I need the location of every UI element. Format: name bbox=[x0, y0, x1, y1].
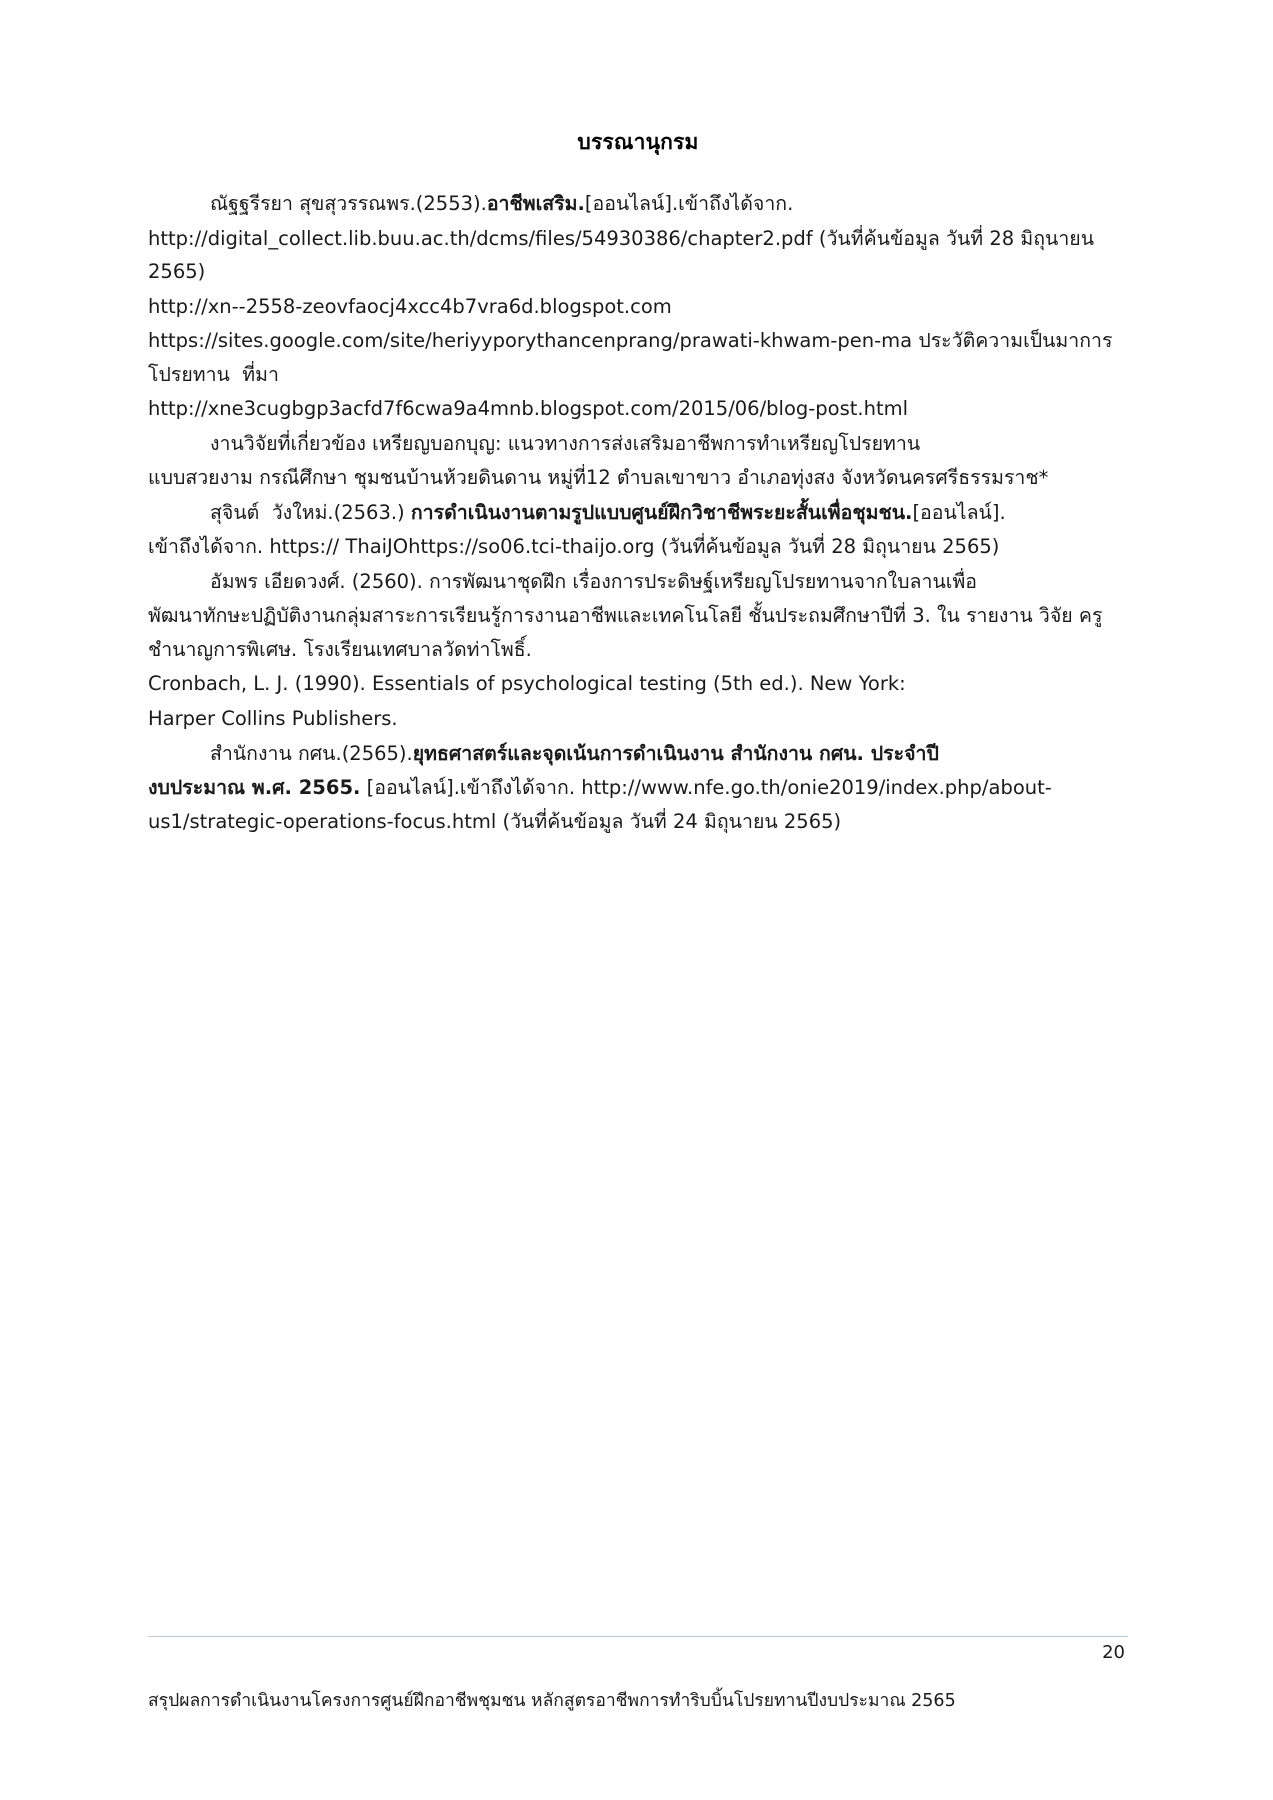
entry-text: สำนักงาน กศน.(2565). bbox=[210, 741, 413, 765]
entry-text: [ออนไลน์].เข้าถึงได้จาก. http://www.nfe.go.th/onie2019/index.php/about-us1/strategic-operations-focus.html (วันที่ค้นข้อมูล วันที่ 24 มิถุนายน 2565) bbox=[148, 776, 1052, 833]
entry-title-text: การดำเนินงานตามรูปแบบศูนย์ฝึกวิชาชีพระยะสั้นเพื่อชุมชน. bbox=[410, 500, 913, 524]
bibliography-entry bbox=[148, 461, 1128, 495]
bibliography-entry bbox=[148, 222, 1128, 289]
bibliography-entry bbox=[148, 599, 1128, 666]
bibliography-entry bbox=[148, 290, 1128, 324]
entry-text: http://xn--2558-zeovfaocj4xcc4b7vra6d.blogspot.com bbox=[148, 294, 672, 318]
entry-text: https://sites.google.com/site/heriyyporythancenprang/prawati-khwam-pen-ma ประวัติความเป็นมาการโปรยทาน ที่มา bbox=[148, 329, 1113, 386]
footer-divider bbox=[148, 1636, 1128, 1637]
bibliography-entry bbox=[148, 702, 1128, 736]
entry-text: http://digital_collect.lib.buu.ac.th/dcms/files/54930386/chapter2.pdf (วันที่ค้นข้อมูล วันที่ 28 มิถุนายน 2565) bbox=[148, 226, 1101, 284]
entry-text: ณัฐฐรีรยา สุขสุวรรณพร.(2553). bbox=[210, 192, 487, 215]
bibliography-entry bbox=[148, 392, 1128, 426]
bibliography-entry bbox=[148, 565, 1128, 599]
bibliography-entry bbox=[148, 187, 1128, 221]
page-number: 20 bbox=[1102, 1642, 1125, 1663]
entry-text: Harper Collins Publishers. bbox=[148, 706, 398, 730]
bibliography-entry bbox=[148, 496, 1128, 530]
footer-text: สรุปผลการดำเนินงานโครงการศูนย์ฝึกอาชีพชุมชน หลักสูตรอาชีพการทำริบบิ้นโปรยทานปีงบประมาณ 2565 bbox=[148, 1691, 956, 1711]
entry-text: [ออนไลน์]. bbox=[912, 500, 1006, 524]
entry-title-text: ยุทธศาสตร์และจุดเน้นการดำเนินงาน สำนักงาน กศน. ประจำปี bbox=[412, 741, 939, 765]
entry-text: งานวิจัยที่เกี่ยวข้อง เหรียญบอกบุญ: แนวทางการส่งเสริมอาชีพการทำเหรียญโปรยทาน bbox=[210, 431, 921, 455]
bibliography-list bbox=[148, 187, 1128, 838]
bibliography-entry bbox=[148, 324, 1128, 391]
entry-text: Cronbach, L. J. (1990). Essentials of psychological testing (5th ed.). New York: bbox=[148, 672, 906, 696]
entry-text: แบบสวยงาม กรณีศึกษา ชุมชนบ้านห้วยดินดาน หมู่ที่12 ตำบลเขาขาว อำเภอทุ่งสง จังหวัดนครศรีธรรมราช* bbox=[148, 466, 1049, 490]
entry-title-text: อาชีพเสริม. bbox=[486, 192, 585, 215]
bibliography-entry bbox=[148, 427, 1128, 461]
entry-text: เข้าถึงได้จาก. https:// ThaiJOhttps://so06.tci-thaijo.org (วันที่ค้นข้อมูล วันที่ 28 มิถุนายน 2565) bbox=[148, 535, 1000, 559]
page-title: บรรณานุกรม bbox=[577, 130, 699, 154]
entry-title-text: งบประมาณ พ.ศ. 2565. bbox=[148, 776, 361, 800]
bibliography-entry bbox=[148, 667, 1128, 701]
bibliography-entry bbox=[148, 530, 1128, 564]
entry-text: สุจินต์ วังใหม่.(2563.) bbox=[210, 500, 411, 524]
entry-text: http://xne3cugbgp3acfd7f6cwa9a4mnb.blogspot.com/2015/06/blog-post.html bbox=[148, 397, 909, 421]
bibliography-entry bbox=[148, 737, 1128, 771]
bibliography-entry bbox=[148, 771, 1128, 838]
entry-text: [ออนไลน์].เข้าถึงได้จาก. bbox=[584, 192, 794, 215]
entry-text: อัมพร เอียดวงศ์. (2560). การพัฒนาชุดฝึก เรื่องการประดิษฐ์เหรียญโปรยทานจากใบลานเพื่อ bbox=[210, 569, 978, 593]
document-body bbox=[148, 126, 1128, 839]
entry-text: พัฒนาทักษะปฏิบัติงานกลุ่มสาระการเรียนรู้การงานอาชีพและเทคโนโลยี ชั้นประถมศึกษาปีที่ 3. ใน รายงาน วิจัย ครูชำนาญการพิเศษ. โรงเรียนเทศบาลวัดท่าโพธิ์. bbox=[148, 604, 1103, 661]
